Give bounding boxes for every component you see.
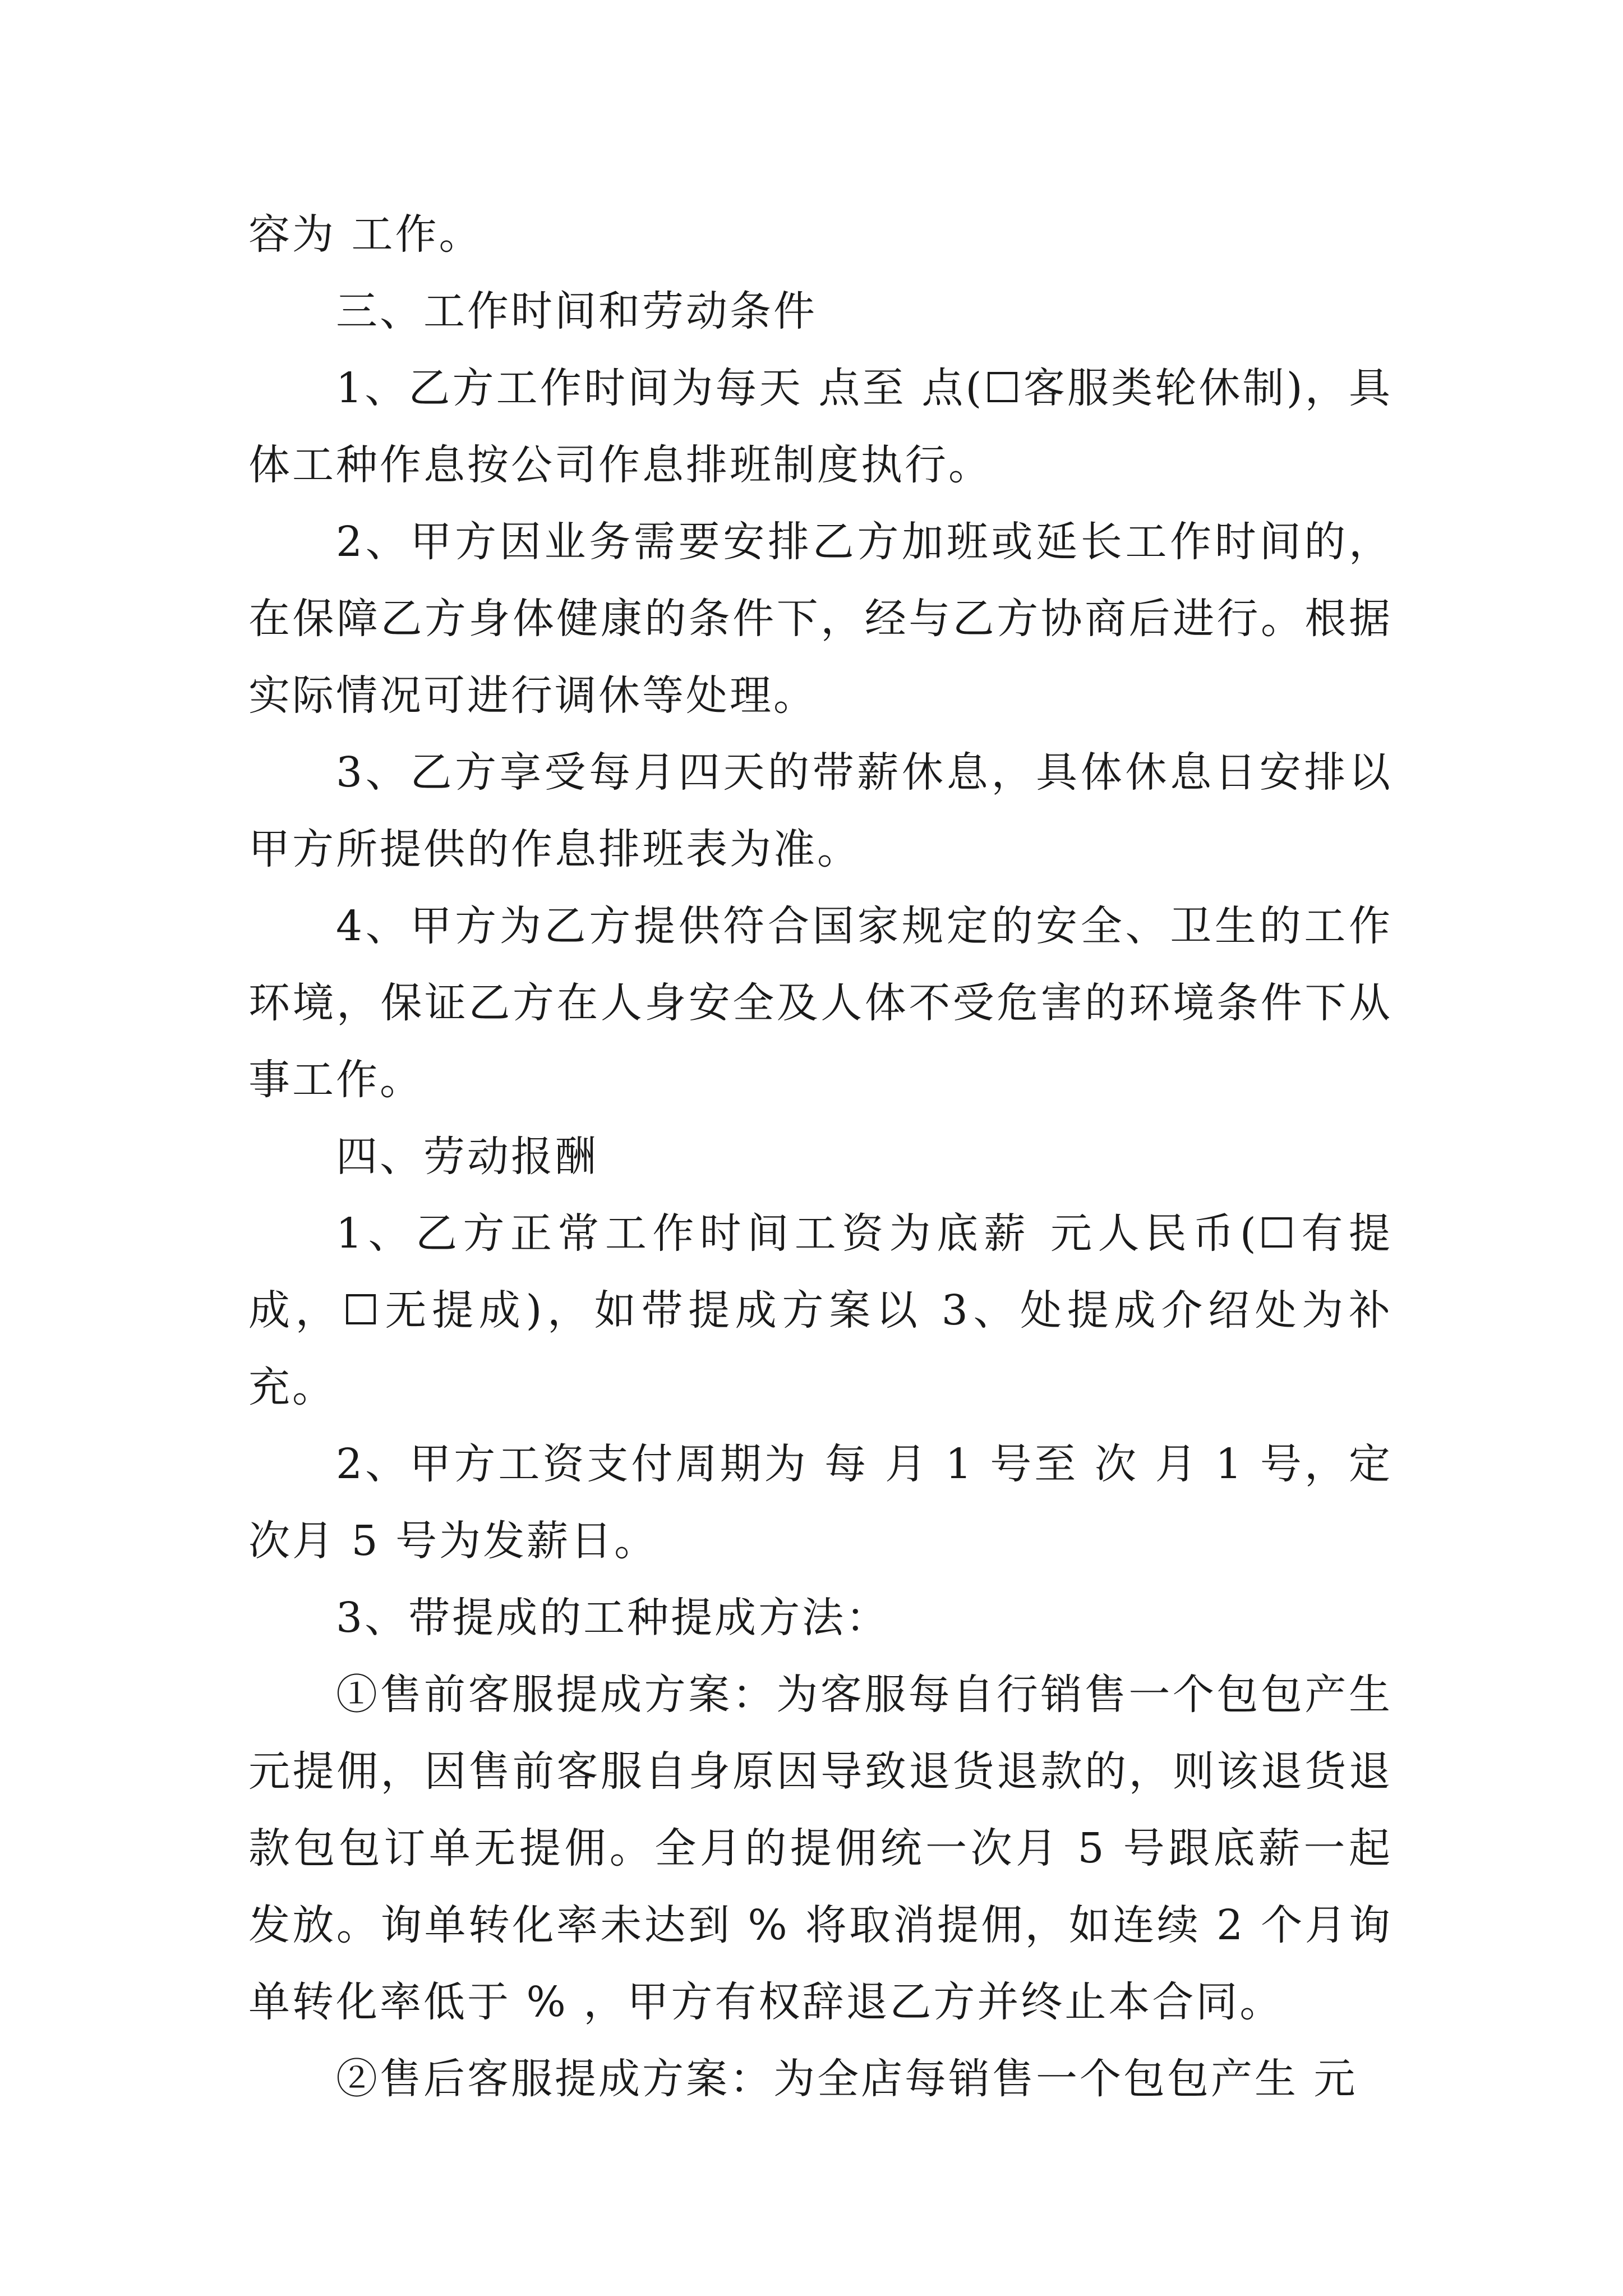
contract-body (248, 196, 1393, 2118)
clause-base-salary: 1、乙方正常工作时间工资为底薪 元人民币(☐有提成，☐无提成)，如带提成方案以 3、处提成介绍处为补充。 (248, 1209, 1393, 1411)
clause-work-environment: 4、甲方为乙方提供符合国家规定的安全、卫生的工作环境，保证乙方在人身安全及人体不受危害的环境条件下从事工作。 (248, 902, 1393, 1104)
clause-aftersale-commission: ②售后客服提成方案：为全店每销售一个包包产生 元 (336, 2055, 1358, 2103)
clause-pay-cycle: 2、甲方工资支付周期为 每 月 1 号至 次 月 1 号，定次月 5 号为发薪日。 (248, 1440, 1393, 1565)
clause-presale-commission: ①售前客服提成方案：为客服每自行销售一个包包产生 元提佣，因售前客服自身原因导致退货退款的，则该退货退款包包订单无提佣。全月的提佣统一次月 5 号跟底薪一起发放。询单转化率未达到 % 将取消提佣，如连续 2 个月询单转化率低于 % ，甲方有权辞退乙方并终止本合同。 (248, 1671, 1393, 2026)
clause-commission-method: 3、带提成的工种提成方法： (336, 1594, 890, 1642)
section-heading-remuneration: 四、劳动报酬 (336, 1133, 598, 1181)
clause-working-hours: 1、乙方工作时间为每天 点至 点(☐客服类轮休制)，具体工种作息按公司作息排班制度执行。 (248, 364, 1393, 489)
section-heading-working-hours: 三、工作时间和劳动条件 (336, 287, 817, 335)
clause-paid-rest: 3、乙方享受每月四天的带薪休息，具体休息日安排以甲方所提供的作息排班表为准。 (248, 748, 1393, 873)
paragraph-continuation: 容为 工作。 (248, 210, 483, 259)
clause-overtime: 2、甲方因业务需要安排乙方加班或延长工作时间的，在保障乙方身体健康的条件下，经与乙方协商后进行。根据实际情况可进行调休等处理。 (248, 518, 1393, 720)
